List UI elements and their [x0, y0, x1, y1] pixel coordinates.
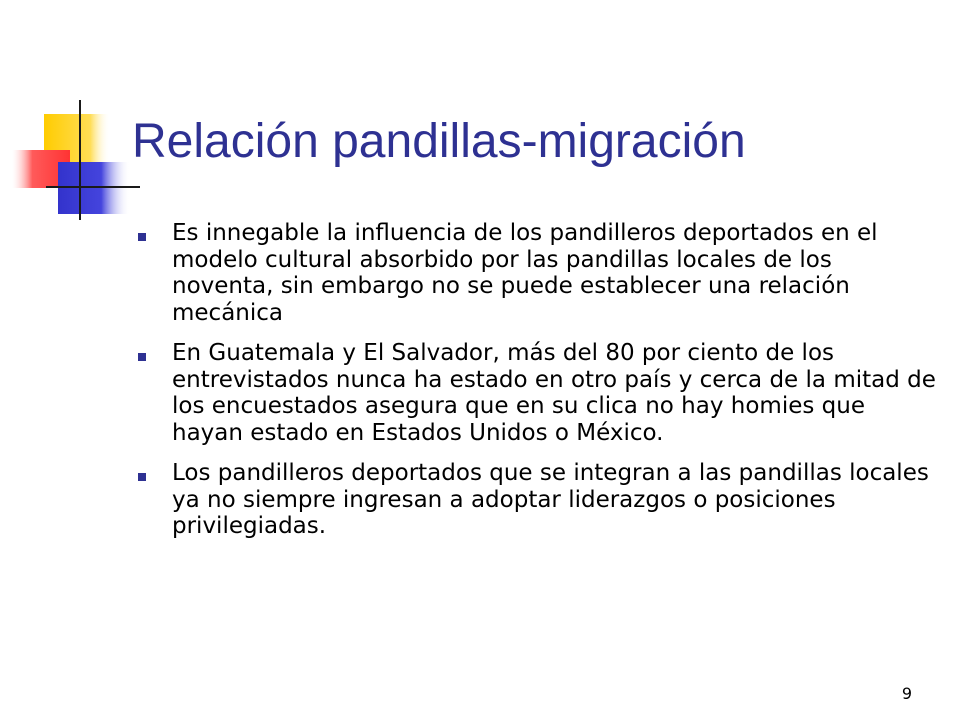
slide-number: 9	[901, 684, 912, 703]
bullet-item	[138, 220, 938, 326]
bullet-item	[138, 340, 938, 446]
template-squares-icon	[0, 100, 140, 220]
bullet-text: Es innegable la influencia de los pandilleros deportados en el modelo cultural absorbido por las pandillas locales de los noventa, sin embargo no se puede establecer una relación mecánica	[172, 220, 878, 326]
bullet-item	[138, 460, 938, 540]
slide-title: Relación pandillas-migración	[132, 115, 746, 168]
bullet-list	[138, 220, 938, 554]
bullet-text: En Guatemala y El Salvador, más del 80 por ciento de los entrevistados nunca ha estado en otro país y cerca de la mitad de los encuestados asegura que en su clica no hay homies que hayan estado en Estados Unidos o México.	[172, 340, 936, 446]
square-bullet-icon	[138, 353, 146, 361]
bullet-text: Los pandilleros deportados que se integran a las pandillas locales ya no siempre ingresan a adoptar liderazgos o posiciones privilegiadas.	[172, 460, 929, 539]
square-bullet-icon	[138, 233, 146, 241]
square-bullet-icon	[138, 473, 146, 481]
